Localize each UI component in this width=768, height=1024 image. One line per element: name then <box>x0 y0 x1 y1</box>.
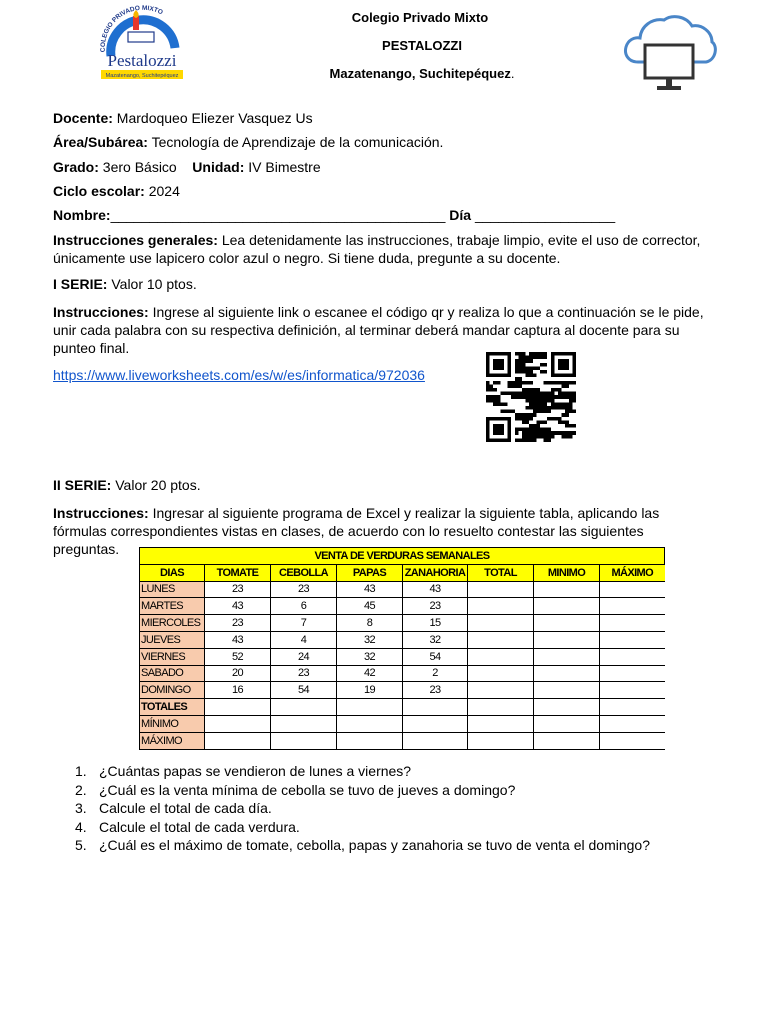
nombre-line: Nombre:___________________________________________ Día __________________ <box>53 207 616 223</box>
table-cell <box>468 682 534 699</box>
nombre-blank: ___________________________________________ <box>110 207 446 223</box>
table-cell <box>534 631 600 648</box>
table-cell <box>600 631 665 648</box>
column-header: DIAS <box>140 564 205 581</box>
row-label: JUEVES <box>140 631 205 648</box>
table-cell: 45 <box>337 598 403 615</box>
question-item: 3. Calcule el total de cada día. <box>75 800 272 816</box>
row-label: MÍNIMO <box>140 715 205 732</box>
table-cell: 23 <box>403 598 468 615</box>
table-cell <box>534 598 600 615</box>
table-cell: 42 <box>337 665 403 682</box>
table-cell <box>337 699 403 716</box>
grado-line: Grado: 3ero Básico Unidad: IV Bimestre <box>53 159 321 175</box>
table-cell: 8 <box>337 615 403 632</box>
area-value: Tecnología de Aprendizaje de la comunicación. <box>151 134 444 150</box>
table-cell: 19 <box>337 682 403 699</box>
table-cell <box>534 715 600 732</box>
table-title: VENTA DE VERDURAS SEMANALES <box>140 548 665 565</box>
vegetable-sales-table <box>139 547 665 750</box>
table-cell: 23 <box>205 615 271 632</box>
table-cell: 20 <box>205 665 271 682</box>
table-cell <box>468 665 534 682</box>
table-cell <box>468 581 534 598</box>
table-cell: 52 <box>205 648 271 665</box>
ciclo-line: Ciclo escolar: 2024 <box>53 183 180 199</box>
table-cell <box>271 715 337 732</box>
ciclo-value: 2024 <box>148 183 180 199</box>
table-cell: 4 <box>271 631 337 648</box>
table-cell <box>468 598 534 615</box>
table-cell <box>534 615 600 632</box>
docente-value: Mardoqueo Eliezer Vasquez Us <box>116 110 313 126</box>
table-cell <box>534 581 600 598</box>
general-instructions: Instrucciones generales: Lea detenidamente las instrucciones, trabaje limpio, evite el uso de corrector, únicamente use lapicero color azul o negro. Si tiene duda, pregunte a su docente. <box>53 232 701 266</box>
table-row <box>140 615 665 632</box>
table-cell <box>534 648 600 665</box>
question-item: 5. ¿Cuál es el máximo de tomate, cebolla, papas y zanahoria se tuvo de venta el domingo? <box>75 837 650 853</box>
question-item: 2. ¿Cuál es la venta mínima de cebolla se tuvo de jueves a domingo? <box>75 781 516 798</box>
grado-value: 3ero Básico <box>102 159 177 175</box>
column-header: TOTAL <box>468 564 534 581</box>
table-cell: 32 <box>337 648 403 665</box>
row-label: DOMINGO <box>140 682 205 699</box>
table-cell: 32 <box>403 631 468 648</box>
table-row <box>140 665 665 682</box>
table-cell: 6 <box>271 598 337 615</box>
docente-line: Docente: Mardoqueo Eliezer Vasquez Us <box>53 110 313 126</box>
logo-arc-text: COLEGIO PRIVADO MIXTO <box>99 4 164 53</box>
area-line: Área/Subárea: Tecnología de Aprendizaje de la comunicación. <box>53 134 444 150</box>
table-cell: 43 <box>205 598 271 615</box>
table-row <box>140 581 665 598</box>
table-cell <box>337 715 403 732</box>
table-cell: 32 <box>337 631 403 648</box>
table-cell <box>337 732 403 749</box>
table-cell <box>600 581 665 598</box>
table-cell: 16 <box>205 682 271 699</box>
table-cell: 23 <box>205 581 271 598</box>
unidad-value: IV Bimestre <box>248 159 321 175</box>
table-cell <box>600 699 665 716</box>
row-label: MIERCOLES <box>140 615 205 632</box>
school-name: PESTALOZZI <box>382 38 462 53</box>
table-cell: 23 <box>271 581 337 598</box>
table-row <box>140 715 665 732</box>
column-header: MÁXIMO <box>600 564 665 581</box>
worksheet-link[interactable]: https://www.liveworksheets.com/es/w/es/informatica/972036 <box>53 367 425 383</box>
school-type: Colegio Privado Mixto <box>351 10 489 25</box>
table-cell <box>600 598 665 615</box>
table-cell <box>600 715 665 732</box>
table-cell: 24 <box>271 648 337 665</box>
table-cell <box>205 715 271 732</box>
row-label: VIERNES <box>140 648 205 665</box>
row-label: LUNES <box>140 581 205 598</box>
table-cell: 43 <box>205 631 271 648</box>
column-header: CEBOLLA <box>271 564 337 581</box>
serie2-heading: II SERIE: Valor 20 ptos. <box>53 477 201 493</box>
school-logo <box>95 4 189 82</box>
column-header: TOMATE <box>205 564 271 581</box>
table-cell <box>468 732 534 749</box>
table-cell <box>600 648 665 665</box>
table-cell <box>468 715 534 732</box>
table-row <box>140 648 665 665</box>
row-label: TOTALES <box>140 699 205 716</box>
table-cell <box>403 699 468 716</box>
serie1-instructions: Instrucciones: Ingrese al siguiente link o escanee el código qr y realiza lo que a continuación se le pide, unir cada palabra con su respectiva definición, al terminar deberá mandar captura al docente para su punteo final. <box>53 304 704 356</box>
table-cell <box>468 615 534 632</box>
table-cell: 15 <box>403 615 468 632</box>
logo-name: Pestalozzi <box>107 51 177 70</box>
cloud-computer-icon <box>622 12 718 94</box>
row-label: MARTES <box>140 598 205 615</box>
table-cell <box>403 715 468 732</box>
dia-blank: __________________ <box>474 207 616 223</box>
row-label: MÁXIMO <box>140 732 205 749</box>
column-header: PAPAS <box>337 564 403 581</box>
table-cell: 23 <box>271 665 337 682</box>
column-header: MINIMO <box>534 564 600 581</box>
table-cell <box>534 732 600 749</box>
table-row <box>140 598 665 615</box>
table-cell <box>271 732 337 749</box>
column-header: ZANAHORIA <box>403 564 468 581</box>
table-cell <box>534 665 600 682</box>
question-item: 1. ¿Cuántas papas se vendieron de lunes a viernes? <box>75 763 412 779</box>
table-row <box>140 732 665 749</box>
table-row <box>140 699 665 716</box>
table-cell <box>600 615 665 632</box>
table-row <box>140 631 665 648</box>
table-cell: 7 <box>271 615 337 632</box>
table-cell <box>205 732 271 749</box>
table-cell <box>468 631 534 648</box>
table-cell: 54 <box>403 648 468 665</box>
table-row <box>140 682 665 699</box>
table-cell <box>534 682 600 699</box>
serie2-instructions: Instrucciones: Ingresar al siguiente programa de Excel y realizar la siguiente tabla, aplicando las fórmulas correspondientes vistas en clases, de acuerdo con lo resuelto contestar las siguientes preguntas. <box>53 505 660 557</box>
table-cell <box>205 699 271 716</box>
table-cell <box>468 699 534 716</box>
table-cell <box>403 732 468 749</box>
table-cell <box>600 682 665 699</box>
table-cell: 43 <box>337 581 403 598</box>
table-cell <box>600 732 665 749</box>
serie1-heading: I SERIE: Valor 10 ptos. <box>53 276 197 292</box>
table-cell <box>600 665 665 682</box>
row-label: SABADO <box>140 665 205 682</box>
table-cell <box>468 648 534 665</box>
question-item: 4. Calcule el total de cada verdura. <box>75 818 300 835</box>
school-city: Mazatenango, Suchitepéquez. <box>329 66 515 81</box>
table-cell: 54 <box>271 682 337 699</box>
table-cell <box>271 699 337 716</box>
table-cell: 2 <box>403 665 468 682</box>
table-cell <box>534 699 600 716</box>
qr-code[interactable] <box>486 351 576 443</box>
table-cell: 43 <box>403 581 468 598</box>
logo-city: Mazatenango, Suchitepéquez <box>105 73 179 79</box>
table-cell: 23 <box>403 682 468 699</box>
